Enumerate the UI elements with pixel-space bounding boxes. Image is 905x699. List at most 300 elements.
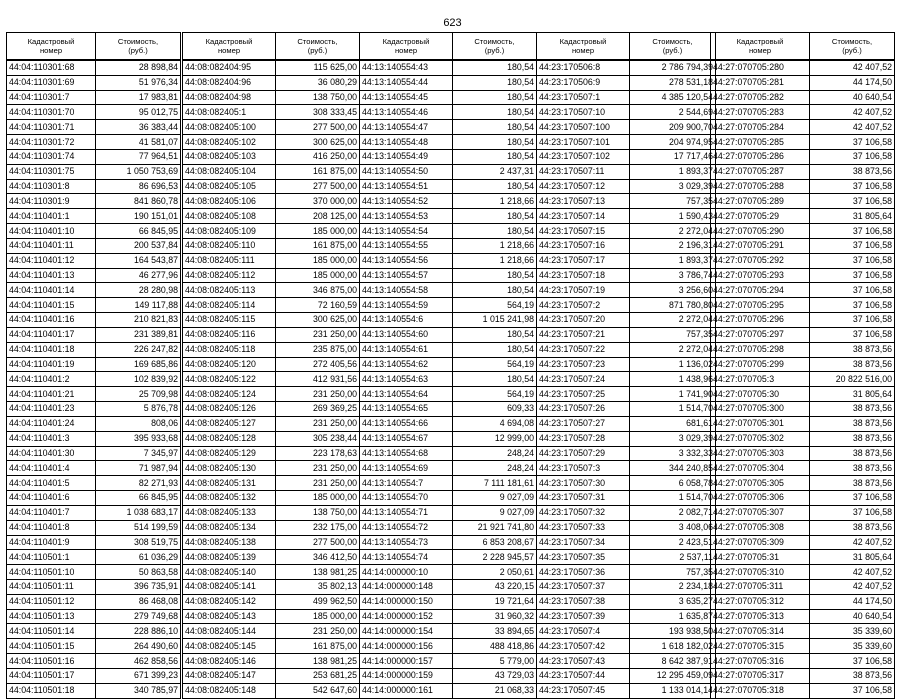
cadastral-number-cell: 44:04:110301:8 xyxy=(7,179,96,194)
cost-cell: 138 981,25 xyxy=(276,654,360,669)
cost-cell: 38 873,56 xyxy=(810,402,895,417)
table-row xyxy=(183,387,360,402)
cost-cell: 31 960,32 xyxy=(453,609,537,624)
table-row xyxy=(360,224,537,239)
table-row xyxy=(360,164,537,179)
cadastral-number-cell: 44:04:110401:4 xyxy=(7,461,96,476)
cost-cell: 37 106,58 xyxy=(810,253,895,268)
cadastral-number-cell: 44:13:140554:45 xyxy=(360,90,453,105)
cadastral-number-cell: 44:08:082405:113 xyxy=(183,283,276,298)
table-row xyxy=(711,253,895,268)
cadastral-number-cell: 44:08:082405:110 xyxy=(183,238,276,253)
table-row xyxy=(360,550,537,565)
table-row xyxy=(537,149,716,164)
cost-cell: 2 272,04 xyxy=(630,224,716,239)
cadastral-number-cell: 44:08:082405:109 xyxy=(183,224,276,239)
cost-cell: 370 000,00 xyxy=(276,194,360,209)
table-row xyxy=(711,550,895,565)
table-row xyxy=(360,238,537,253)
table-row xyxy=(7,491,181,506)
cadastral-number-cell: 44:23:170507:34 xyxy=(537,535,630,550)
cost-cell: 223 178,63 xyxy=(276,446,360,461)
cost-cell: 231 250,00 xyxy=(276,387,360,402)
cadastral-number-cell: 44:27:070705:294 xyxy=(711,283,810,298)
table-row xyxy=(7,372,181,387)
cost-cell: 138 750,00 xyxy=(276,505,360,520)
cadastral-number-cell: 44:04:110301:7 xyxy=(7,90,96,105)
cadastral-number-cell: 44:23:170506:9 xyxy=(537,75,630,90)
cadastral-number-cell: 44:04:110401:2 xyxy=(7,372,96,387)
cost-cell: 35 802,13 xyxy=(276,579,360,594)
cost-cell: 149 117,88 xyxy=(96,298,181,313)
table-row xyxy=(537,579,716,594)
table-row xyxy=(7,313,181,328)
cost-cell: 808,06 xyxy=(96,416,181,431)
table-row xyxy=(537,357,716,372)
cost-cell: 38 873,56 xyxy=(810,446,895,461)
header-cadastral-number: Кадастровый номер xyxy=(7,33,96,61)
table-row xyxy=(7,594,181,609)
cadastral-number-cell: 44:23:170507:44 xyxy=(537,668,630,683)
table-row xyxy=(711,224,895,239)
cost-cell: 37 106,58 xyxy=(810,327,895,342)
cadastral-number-cell: 44:27:070705:293 xyxy=(711,268,810,283)
cadastral-number-cell: 44:27:070705:304 xyxy=(711,461,810,476)
table-row xyxy=(537,60,716,75)
table-row xyxy=(183,357,360,372)
cost-cell: 180,54 xyxy=(453,135,537,150)
cadastral-number-cell: 44:13:140554:44 xyxy=(360,75,453,90)
cadastral-number-cell: 44:27:070705:305 xyxy=(711,476,810,491)
table-row xyxy=(537,135,716,150)
cost-cell: 180,54 xyxy=(453,224,537,239)
cadastral-number-cell: 44:23:170507:2 xyxy=(537,298,630,313)
cadastral-number-cell: 44:04:110501:11 xyxy=(7,579,96,594)
cost-cell: 2 544,69 xyxy=(630,105,716,120)
cadastral-number-cell: 44:13:140554:67 xyxy=(360,431,453,446)
table-row xyxy=(7,476,181,491)
table-row xyxy=(7,224,181,239)
table-row xyxy=(537,594,716,609)
cost-cell: 38 873,56 xyxy=(810,520,895,535)
page-number: 623 xyxy=(443,17,462,29)
cadastral-number-cell: 44:08:082405:122 xyxy=(183,372,276,387)
table-row xyxy=(183,90,360,105)
cost-cell: 42 407,52 xyxy=(810,60,895,75)
cadastral-number-cell: 44:08:082405:144 xyxy=(183,624,276,639)
cadastral-number-cell: 44:27:070705:3 xyxy=(711,372,810,387)
cadastral-number-cell: 44:27:070705:302 xyxy=(711,431,810,446)
cost-cell: 7 345,97 xyxy=(96,446,181,461)
table-row xyxy=(711,120,895,135)
cost-cell: 2 196,31 xyxy=(630,238,716,253)
table-row xyxy=(183,342,360,357)
table-row xyxy=(360,624,537,639)
cost-cell: 248,24 xyxy=(453,446,537,461)
cadastral-number-cell: 44:27:070705:306 xyxy=(711,491,810,506)
cost-cell: 2 423,51 xyxy=(630,535,716,550)
cost-cell: 231 389,81 xyxy=(96,327,181,342)
cost-cell: 514 199,59 xyxy=(96,520,181,535)
cost-cell: 210 821,83 xyxy=(96,313,181,328)
cadastral-number-cell: 44:23:170507:101 xyxy=(537,135,630,150)
table-row xyxy=(360,683,537,698)
table-row xyxy=(183,268,360,283)
table-row xyxy=(711,387,895,402)
table-row xyxy=(183,609,360,624)
cost-cell: 277 500,00 xyxy=(276,535,360,550)
cost-cell: 200 537,84 xyxy=(96,238,181,253)
cadastral-number-cell: 44:27:070705:299 xyxy=(711,357,810,372)
table-row xyxy=(360,327,537,342)
cost-cell: 86 468,08 xyxy=(96,594,181,609)
table-row xyxy=(360,654,537,669)
table-row xyxy=(537,253,716,268)
cadastral-number-cell: 44:08:082405:106 xyxy=(183,194,276,209)
cost-cell: 17 717,46 xyxy=(630,149,716,164)
cost-cell: 248,24 xyxy=(453,461,537,476)
cadastral-number-cell: 44:23:170507:29 xyxy=(537,446,630,461)
table-row xyxy=(183,461,360,476)
cadastral-number-cell: 44:27:070705:30 xyxy=(711,387,810,402)
cadastral-number-cell: 44:08:082405:143 xyxy=(183,609,276,624)
cadastral-number-cell: 44:04:110401:7 xyxy=(7,505,96,520)
cadastral-number-cell: 44:08:082405:128 xyxy=(183,431,276,446)
cadastral-number-cell: 44:27:070705:292 xyxy=(711,253,810,268)
cost-cell: 305 238,44 xyxy=(276,431,360,446)
cadastral-number-cell: 44:23:170507:17 xyxy=(537,253,630,268)
table-row xyxy=(360,105,537,120)
cost-cell: 190 151,01 xyxy=(96,209,181,224)
header-cadastral-number: Кадастровый номер xyxy=(360,33,453,61)
cadastral-number-cell: 44:23:170507:35 xyxy=(537,550,630,565)
table-row xyxy=(183,298,360,313)
cadastral-number-cell: 44:27:070705:286 xyxy=(711,149,810,164)
cadastral-number-cell: 44:23:170507:39 xyxy=(537,609,630,624)
cost-cell: 138 981,25 xyxy=(276,565,360,580)
cost-cell: 681,61 xyxy=(630,416,716,431)
cadastral-number-cell: 44:04:110401:9 xyxy=(7,535,96,550)
cadastral-number-cell: 44:27:070705:289 xyxy=(711,194,810,209)
cadastral-number-cell: 44:08:082405:111 xyxy=(183,253,276,268)
cost-cell: 37 106,58 xyxy=(810,298,895,313)
cadastral-number-cell: 44:14:000000:10 xyxy=(360,565,453,580)
cadastral-number-cell: 44:27:070705:308 xyxy=(711,520,810,535)
table-row xyxy=(537,238,716,253)
table-row xyxy=(183,164,360,179)
table-row xyxy=(360,313,537,328)
cadastral-number-cell: 44:04:110401:19 xyxy=(7,357,96,372)
table-row xyxy=(537,75,716,90)
table-row xyxy=(360,342,537,357)
cost-cell: 17 983,81 xyxy=(96,90,181,105)
table-row xyxy=(360,476,537,491)
cost-cell: 86 696,53 xyxy=(96,179,181,194)
cost-cell: 180,54 xyxy=(453,342,537,357)
table-row xyxy=(711,327,895,342)
table-row xyxy=(360,135,537,150)
cadastral-number-cell: 44:04:110401:13 xyxy=(7,268,96,283)
table-row xyxy=(7,120,181,135)
cost-cell: 180,54 xyxy=(453,120,537,135)
cadastral-number-cell: 44:08:082405:141 xyxy=(183,579,276,594)
cost-cell: 231 250,00 xyxy=(276,327,360,342)
table-row xyxy=(711,313,895,328)
cadastral-number-cell: 44:04:110401:17 xyxy=(7,327,96,342)
cadastral-number-cell: 44:23:170507:32 xyxy=(537,505,630,520)
cost-cell: 185 000,00 xyxy=(276,609,360,624)
table-row xyxy=(183,431,360,446)
table-row xyxy=(360,372,537,387)
table-row xyxy=(711,209,895,224)
cadastral-number-cell: 44:23:170507:24 xyxy=(537,372,630,387)
cadastral-number-cell: 44:23:170507:37 xyxy=(537,579,630,594)
table-row xyxy=(7,446,181,461)
cost-cell: 12 295 459,09 xyxy=(630,668,716,683)
table-row xyxy=(360,402,537,417)
cadastral-number-cell: 44:08:082405:142 xyxy=(183,594,276,609)
header-cost: Стоимость, (руб.) xyxy=(276,33,360,61)
cost-cell: 185 000,00 xyxy=(276,268,360,283)
table-row xyxy=(711,505,895,520)
table-row xyxy=(7,579,181,594)
cost-cell: 38 873,56 xyxy=(810,342,895,357)
cost-cell: 232 175,00 xyxy=(276,520,360,535)
cadastral-number-cell: 44:08:082405:105 xyxy=(183,179,276,194)
cadastral-number-cell: 44:27:070705:310 xyxy=(711,565,810,580)
cost-cell: 38 873,56 xyxy=(810,431,895,446)
cadastral-number-cell: 44:23:170507:21 xyxy=(537,327,630,342)
cadastral-table-5 xyxy=(710,32,895,699)
cadastral-number-cell: 44:13:140554:56 xyxy=(360,253,453,268)
cost-cell: 1 618 182,02 xyxy=(630,639,716,654)
table-row xyxy=(360,594,537,609)
table-row xyxy=(360,387,537,402)
cadastral-number-cell: 44:27:070705:312 xyxy=(711,594,810,609)
cost-cell: 180,54 xyxy=(453,268,537,283)
table-row xyxy=(537,387,716,402)
cost-cell: 37 106,58 xyxy=(810,654,895,669)
table-row xyxy=(7,431,181,446)
table-row xyxy=(183,446,360,461)
cadastral-number-cell: 44:13:140554:53 xyxy=(360,209,453,224)
table-row xyxy=(7,90,181,105)
cost-cell: 1 218,66 xyxy=(453,253,537,268)
header-cost: Стоимость, (руб.) xyxy=(810,33,895,61)
table-row xyxy=(537,461,716,476)
table-row xyxy=(7,624,181,639)
cost-cell: 5 779,00 xyxy=(453,654,537,669)
table-row xyxy=(537,283,716,298)
cost-cell: 3 635,27 xyxy=(630,594,716,609)
cost-cell: 180,54 xyxy=(453,209,537,224)
table-row xyxy=(7,238,181,253)
cost-cell: 31 805,64 xyxy=(810,550,895,565)
table-row xyxy=(537,550,716,565)
cost-cell: 185 000,00 xyxy=(276,491,360,506)
cost-cell: 50 863,58 xyxy=(96,565,181,580)
cadastral-number-cell: 44:04:110501:18 xyxy=(7,683,96,698)
table-row xyxy=(537,520,716,535)
cost-cell: 180,54 xyxy=(453,75,537,90)
cadastral-number-cell: 44:14:000000:152 xyxy=(360,609,453,624)
table-row xyxy=(7,609,181,624)
cost-cell: 21 921 741,80 xyxy=(453,520,537,535)
cadastral-number-cell: 44:23:170507:30 xyxy=(537,476,630,491)
cadastral-number-cell: 44:08:082405:138 xyxy=(183,535,276,550)
cadastral-number-cell: 44:13:140554:55 xyxy=(360,238,453,253)
cadastral-number-cell: 44:08:082405:148 xyxy=(183,683,276,698)
cadastral-number-cell: 44:27:070705:309 xyxy=(711,535,810,550)
cadastral-number-cell: 44:13:140554:58 xyxy=(360,283,453,298)
cadastral-number-cell: 44:08:082405:129 xyxy=(183,446,276,461)
cadastral-number-cell: 44:04:110301:72 xyxy=(7,135,96,150)
table-row xyxy=(183,654,360,669)
cadastral-number-cell: 44:08:082405:102 xyxy=(183,135,276,150)
cadastral-number-cell: 44:04:110301:75 xyxy=(7,164,96,179)
table-row xyxy=(711,149,895,164)
table-row xyxy=(360,194,537,209)
cost-cell: 2 234,18 xyxy=(630,579,716,594)
table-row xyxy=(537,446,716,461)
cost-cell: 41 581,07 xyxy=(96,135,181,150)
cost-cell: 6 058,78 xyxy=(630,476,716,491)
cost-cell: 757,35 xyxy=(630,194,716,209)
cadastral-number-cell: 44:08:082405:140 xyxy=(183,565,276,580)
table-row xyxy=(7,639,181,654)
cadastral-number-cell: 44:04:110401:16 xyxy=(7,313,96,328)
cadastral-number-cell: 44:13:140554:57 xyxy=(360,268,453,283)
cadastral-number-cell: 44:04:110501:13 xyxy=(7,609,96,624)
table-row xyxy=(711,416,895,431)
cadastral-number-cell: 44:23:170507:36 xyxy=(537,565,630,580)
cost-cell: 300 625,00 xyxy=(276,135,360,150)
cost-cell: 4 694,08 xyxy=(453,416,537,431)
cadastral-number-cell: 44:23:170507:22 xyxy=(537,342,630,357)
cost-cell: 1 893,37 xyxy=(630,253,716,268)
cadastral-number-cell: 44:04:110501:12 xyxy=(7,594,96,609)
cost-cell: 43 729,03 xyxy=(453,668,537,683)
cadastral-number-cell: 44:08:082405:127 xyxy=(183,416,276,431)
cadastral-number-cell: 44:08:082405:104 xyxy=(183,164,276,179)
cadastral-number-cell: 44:23:170507:102 xyxy=(537,149,630,164)
table-row xyxy=(7,387,181,402)
table-row xyxy=(183,179,360,194)
table-row xyxy=(537,416,716,431)
table-row xyxy=(537,120,716,135)
cost-cell: 2 050,61 xyxy=(453,565,537,580)
table-row xyxy=(711,594,895,609)
table-row xyxy=(711,194,895,209)
cadastral-number-cell: 44:04:110401:18 xyxy=(7,342,96,357)
cadastral-number-cell: 44:08:082404:95 xyxy=(183,60,276,75)
cadastral-number-cell: 44:27:070705:29 xyxy=(711,209,810,224)
cadastral-number-cell: 44:13:140554:62 xyxy=(360,357,453,372)
table-row xyxy=(537,609,716,624)
cost-cell: 7 111 181,61 xyxy=(453,476,537,491)
cadastral-number-cell: 44:14:000000:159 xyxy=(360,668,453,683)
cadastral-number-cell: 44:08:082405:131 xyxy=(183,476,276,491)
table-row xyxy=(7,550,181,565)
cadastral-number-cell: 44:08:082405:120 xyxy=(183,357,276,372)
cadastral-number-cell: 44:04:110401:1 xyxy=(7,209,96,224)
table-row xyxy=(360,461,537,476)
cadastral-number-cell: 44:04:110401:12 xyxy=(7,253,96,268)
cost-cell: 5 876,78 xyxy=(96,402,181,417)
table-row xyxy=(183,283,360,298)
cadastral-number-cell: 44:08:082405:108 xyxy=(183,209,276,224)
cost-cell: 82 271,93 xyxy=(96,476,181,491)
cost-cell: 564,19 xyxy=(453,298,537,313)
table-row xyxy=(7,342,181,357)
cadastral-number-cell: 44:23:170507:28 xyxy=(537,431,630,446)
cost-cell: 277 500,00 xyxy=(276,120,360,135)
cadastral-number-cell: 44:08:082405:145 xyxy=(183,639,276,654)
cadastral-number-cell: 44:04:110501:16 xyxy=(7,654,96,669)
cadastral-number-cell: 44:04:110401:15 xyxy=(7,298,96,313)
header-cadastral-number: Кадастровый номер xyxy=(711,33,810,61)
cost-cell: 42 407,52 xyxy=(810,120,895,135)
cost-cell: 28 898,84 xyxy=(96,60,181,75)
cost-cell: 180,54 xyxy=(453,60,537,75)
table-row xyxy=(711,520,895,535)
cost-cell: 1 514,70 xyxy=(630,491,716,506)
table-row xyxy=(711,683,895,698)
table-row xyxy=(360,283,537,298)
cost-cell: 308 333,45 xyxy=(276,105,360,120)
cadastral-number-cell: 44:04:110301:71 xyxy=(7,120,96,135)
cadastral-number-cell: 44:04:110401:21 xyxy=(7,387,96,402)
table-row xyxy=(7,683,181,698)
cost-cell: 346 875,00 xyxy=(276,283,360,298)
cost-cell: 871 780,80 xyxy=(630,298,716,313)
cost-cell: 37 106,58 xyxy=(810,224,895,239)
cadastral-number-cell: 44:04:110401:30 xyxy=(7,446,96,461)
cadastral-number-cell: 44:13:140554:49 xyxy=(360,149,453,164)
table-row xyxy=(7,327,181,342)
cost-cell: 161 875,00 xyxy=(276,639,360,654)
table-row xyxy=(711,105,895,120)
table-row xyxy=(711,372,895,387)
table-row xyxy=(183,579,360,594)
cadastral-number-cell: 44:13:140554:68 xyxy=(360,446,453,461)
table-row xyxy=(183,639,360,654)
table-row xyxy=(183,194,360,209)
cadastral-number-cell: 44:13:140554:69 xyxy=(360,461,453,476)
cadastral-number-cell: 44:13:140554:51 xyxy=(360,179,453,194)
table-row xyxy=(7,298,181,313)
table-row xyxy=(360,149,537,164)
cost-cell: 20 822 516,00 xyxy=(810,372,895,387)
table-row xyxy=(7,135,181,150)
table-row xyxy=(537,639,716,654)
table-row xyxy=(711,461,895,476)
cost-cell: 102 839,92 xyxy=(96,372,181,387)
cost-cell: 564,19 xyxy=(453,387,537,402)
cadastral-number-cell: 44:23:170507:16 xyxy=(537,238,630,253)
table-row xyxy=(183,520,360,535)
cost-cell: 180,54 xyxy=(453,105,537,120)
cadastral-number-cell: 44:08:082405:114 xyxy=(183,298,276,313)
table-row xyxy=(360,179,537,194)
cost-cell: 37 106,58 xyxy=(810,238,895,253)
cost-cell: 2 272,04 xyxy=(630,342,716,357)
cost-cell: 264 490,60 xyxy=(96,639,181,654)
cadastral-number-cell: 44:08:082405:1 xyxy=(183,105,276,120)
cadastral-number-cell: 44:27:070705:290 xyxy=(711,224,810,239)
table-row xyxy=(7,535,181,550)
cadastral-number-cell: 44:27:070705:300 xyxy=(711,402,810,417)
